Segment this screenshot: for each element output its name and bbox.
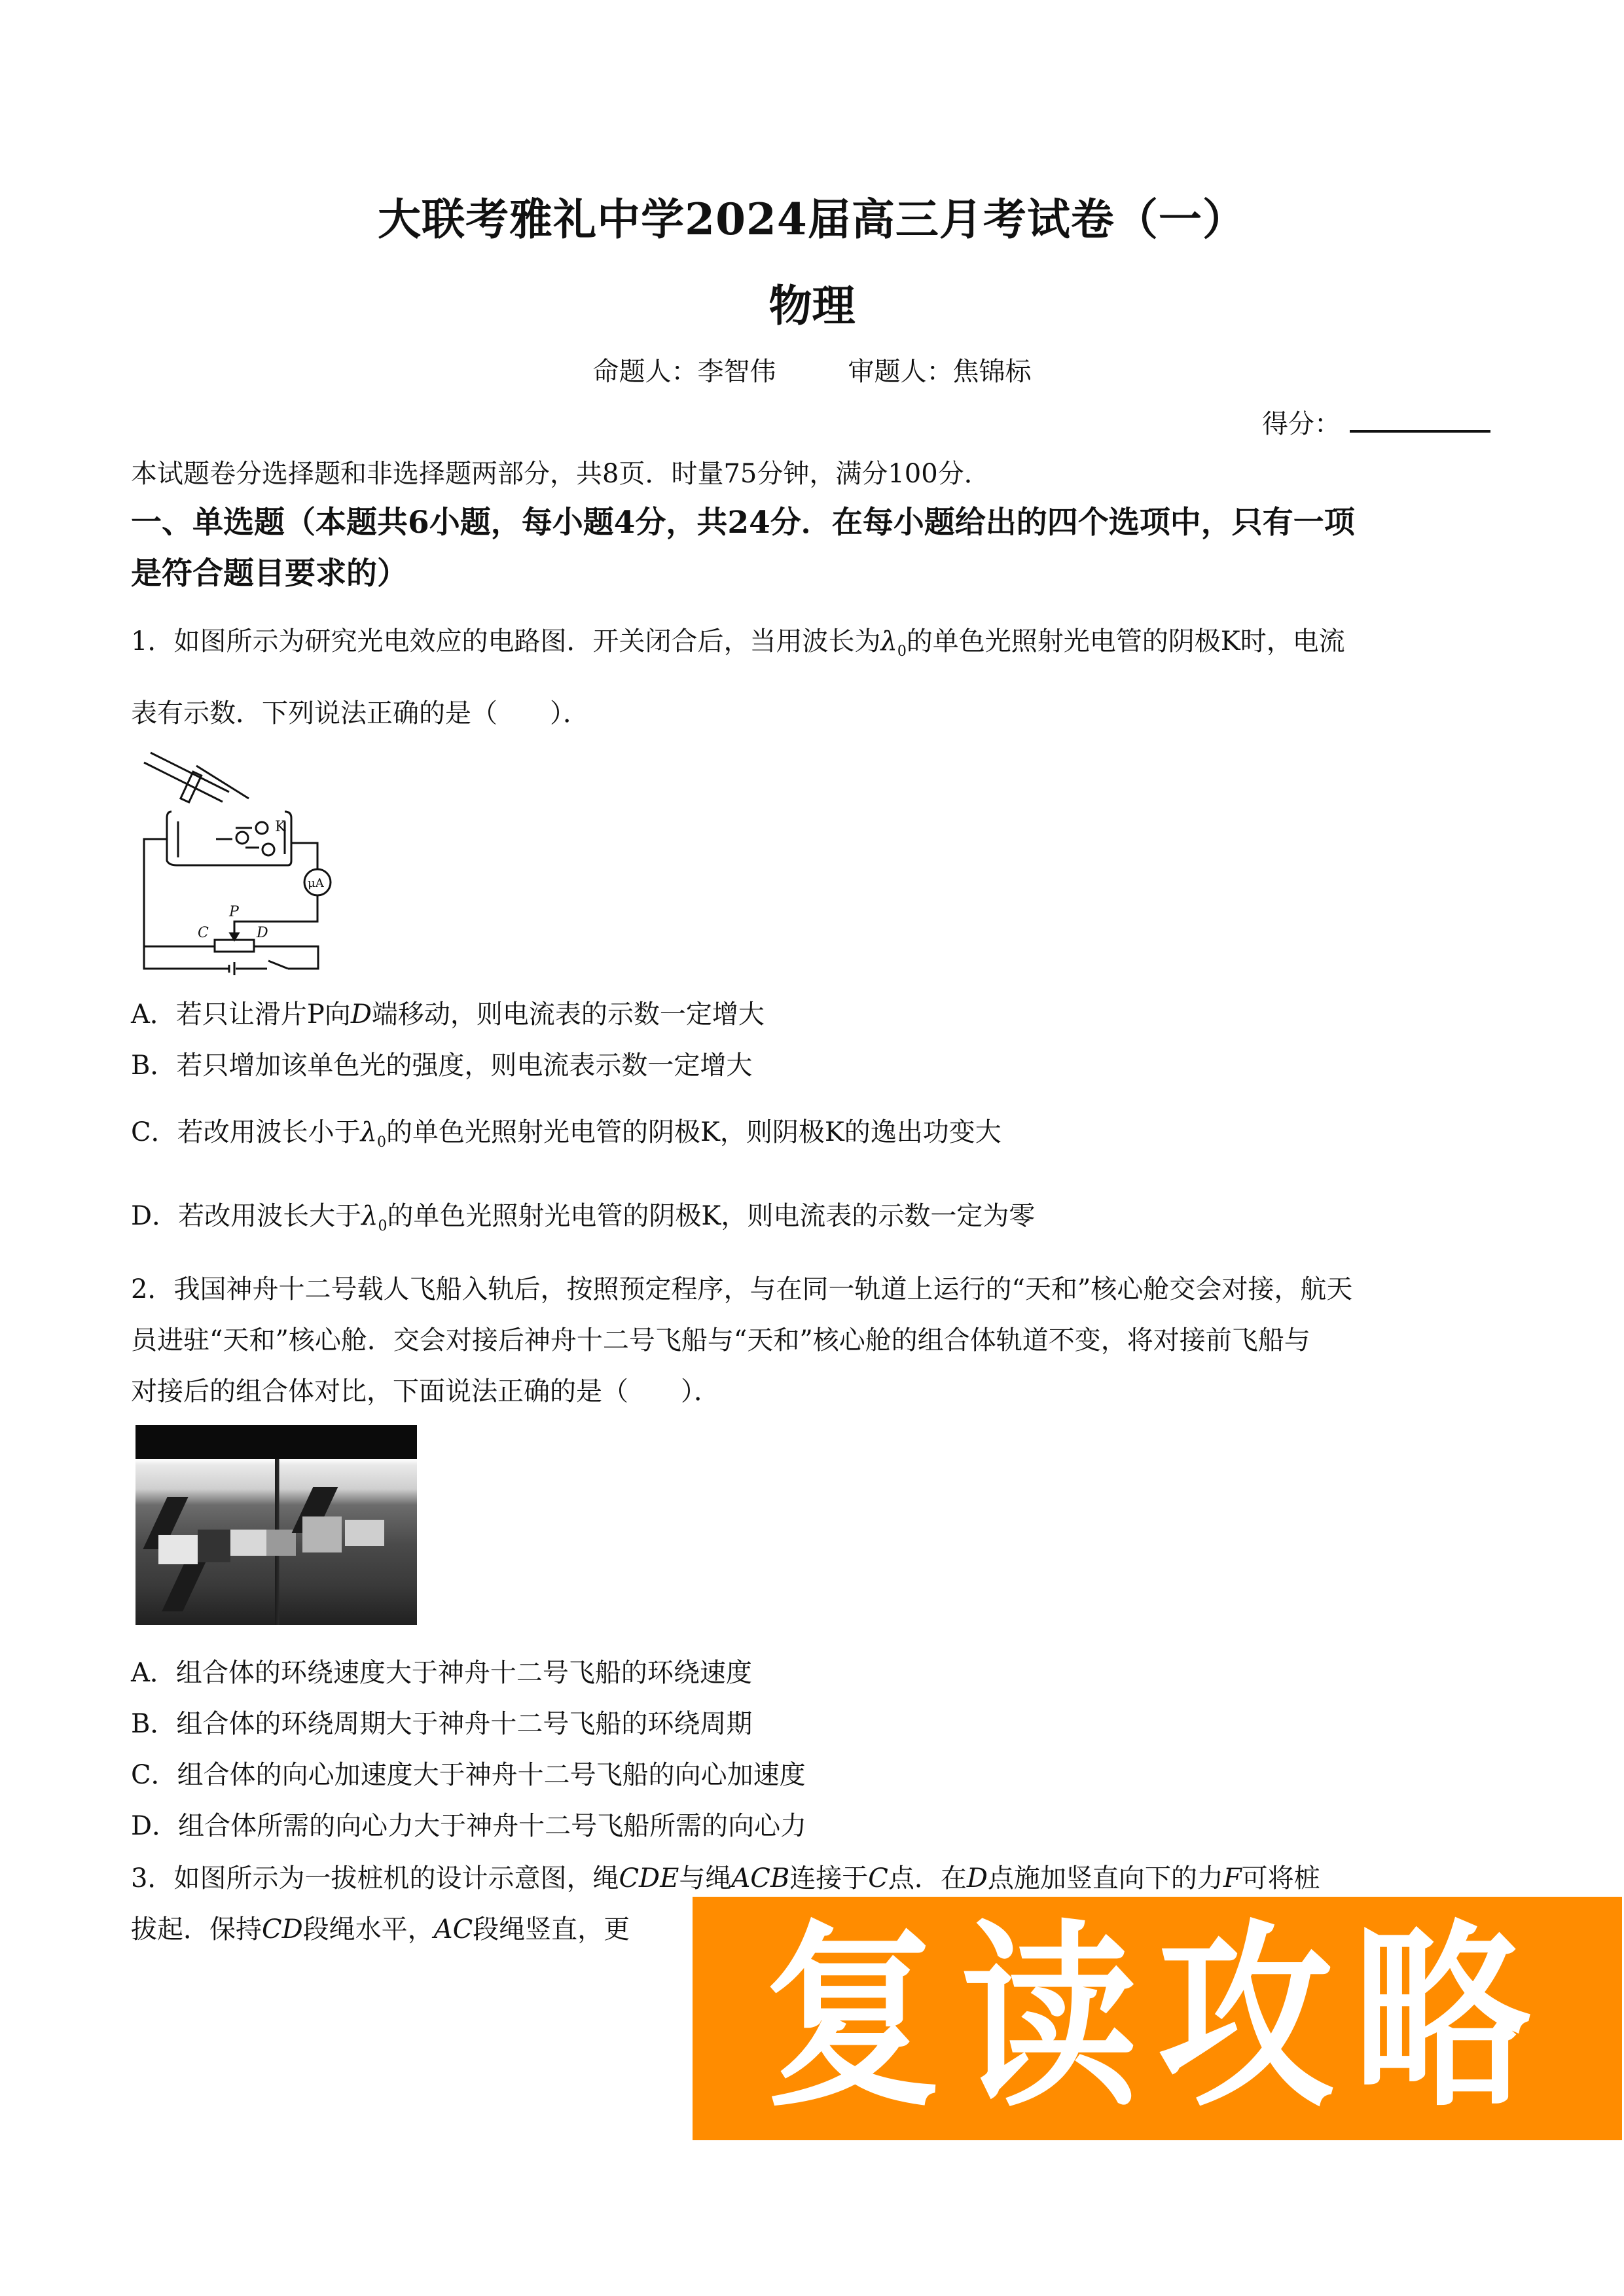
question-1-option-a [131,995,765,1034]
score-blank [1350,405,1490,433]
symbol: λ [361,1201,378,1231]
core-module [345,1520,384,1546]
wire [234,895,317,936]
option-text: 的单色光照射光电管的阴极K，则电流表的示数一定为零 [387,1201,1036,1231]
option-label: C． [131,1760,177,1790]
author-label: 命题人：李智伟 [592,357,776,387]
option-text: 若改用波长小于 [177,1117,361,1147]
photoelectric-circuit-diagram [131,740,347,975]
label-c: C [198,925,209,941]
option-text: 组合体的向心加速度大于神舟十二号飞船的向心加速度 [177,1760,806,1790]
option-label: D． [131,1201,179,1231]
stem-text: 如图所示为一拔桩机的设计示意图，绳 [173,1863,619,1893]
option-label: A． [131,1658,176,1688]
stem-text: 连接于 [789,1863,869,1893]
banner-text: 复读攻略 [765,1903,1550,2134]
option-text: 端移动，则电流表的示数一定增大 [371,999,765,1030]
option-label: C． [131,1117,177,1147]
wire [254,946,318,969]
stem-text: 点施加竖直向下的力 [987,1863,1223,1893]
option-text: 组合体所需的向心力大于神舟十二号飞船所需的向心力 [178,1811,807,1841]
question-1-option-b [131,1046,752,1085]
label-k: K [275,819,286,835]
variable: D [350,999,372,1030]
lambda-symbol [361,1201,388,1234]
score-label: 得分： [1262,409,1341,439]
switch [268,961,288,969]
docking-port [266,1530,296,1556]
question-1-stem-line1 [131,622,1345,672]
wire [291,843,317,869]
question-1-option-d [131,1196,1035,1246]
label-microamp: μA [308,876,324,890]
variable: CDE [619,1863,679,1893]
question-2-option-a [131,1653,752,1693]
option-text: 若只让滑片P向 [175,999,351,1030]
subscript: 0 [376,1134,386,1151]
variable: AC [433,1914,473,1945]
section-heading-line1: 一、单选题（本题共6小题，每小题4分，共24分．在每小题给出的四个选项中，只有一项 [131,505,1355,541]
variable: ACB [731,1863,790,1893]
reviewer-label: 审题人：焦锦标 [848,357,1032,387]
stem-text: 段绳竖直，更 [473,1914,630,1945]
section-heading-line2: 是符合题目要求的） [131,556,408,592]
question-3-stem-line2 [131,1910,630,1949]
option-label: D． [131,1811,179,1841]
stem-text: 段绳水平， [302,1914,434,1945]
electron [262,844,274,855]
stem-text: 与绳 [679,1863,732,1893]
stem-text: 如图所示为研究光电效应的电路图．开关闭合后，当用波长为 [173,626,881,656]
wire [144,839,167,949]
variable: D [966,1863,988,1893]
spacecraft-docking-photo [135,1425,417,1625]
question-2-option-d [131,1806,806,1846]
score-field [1262,404,1490,444]
question-1-stem-line2: 表有示数．下列说法正确的是（ ）． [131,698,589,728]
wire [144,946,229,969]
question-1-option-c [131,1113,1001,1162]
exam-title: 大联考雅礼中学2024届高三月考试卷（一） [378,194,1246,245]
question-number: 1． [131,626,174,656]
stem-text: 的单色光照射光电管的阴极K时，电流 [906,626,1345,656]
stem-text: 我国神舟十二号载人飞船入轨后，按照预定程序，与在同一轨道上运行的“天和”核心舱交会对接，航天 [173,1274,1353,1304]
question-number: 3． [131,1863,174,1893]
option-label: B． [131,1709,177,1739]
label-p: P [229,904,239,920]
core-module [302,1516,342,1552]
option-text: 若只增加该单色光的强度，则电流表示数一定增大 [176,1050,753,1081]
question-number: 2． [131,1274,174,1304]
question-2-stem-line1 [131,1270,1352,1309]
watermark-banner [693,1897,1622,2140]
exam-subject: 物理 [768,280,856,331]
question-3-stem-line1 [131,1859,1320,1898]
question-2-option-b [131,1704,752,1744]
option-text: 若改用波长大于 [178,1201,362,1231]
lambda-symbol [880,626,907,660]
symbol: λ [360,1117,377,1147]
stem-text: 拔起．保持 [131,1914,262,1945]
question-2-stem-line3: 对接后的组合体对比，下面说法正确的是（ ）． [131,1376,720,1407]
exam-authors [0,352,1624,391]
stem-text: 可将桩 [1241,1863,1320,1893]
question-2-option-c [131,1755,806,1795]
option-text: 的单色光照射光电管的阴极K，则阴极K的逸出功变大 [386,1117,1001,1147]
electron [256,822,268,834]
exam-intro: 本试题卷分选择题和非选择题两部分，共8页．时量75分钟，满分100分． [131,459,990,489]
label-d: D [257,925,268,941]
spacecraft-module [158,1535,198,1564]
spacecraft-module [198,1530,230,1562]
stem-text: 点．在 [888,1863,967,1893]
variable: CD [262,1914,303,1945]
option-text: 组合体的环绕速度大于神舟十二号飞船的环绕速度 [175,1658,752,1688]
variable: C [868,1863,888,1893]
option-text: 组合体的环绕周期大于神舟十二号飞船的环绕周期 [176,1709,753,1739]
symbol: λ [880,626,897,656]
spacecraft-module [230,1530,266,1556]
subscript: 0 [897,643,907,660]
lambda-symbol [360,1117,386,1151]
option-label: A． [131,999,176,1030]
variable: F [1223,1863,1242,1893]
subscript: 0 [378,1218,388,1234]
option-label: B． [131,1050,177,1081]
electron [236,832,248,844]
question-2-stem-line2: 员进驻“天和”核心舱．交会对接后神舟十二号飞船与“天和”核心舱的组合体轨道不变，将对接前飞船与 [131,1325,1310,1355]
